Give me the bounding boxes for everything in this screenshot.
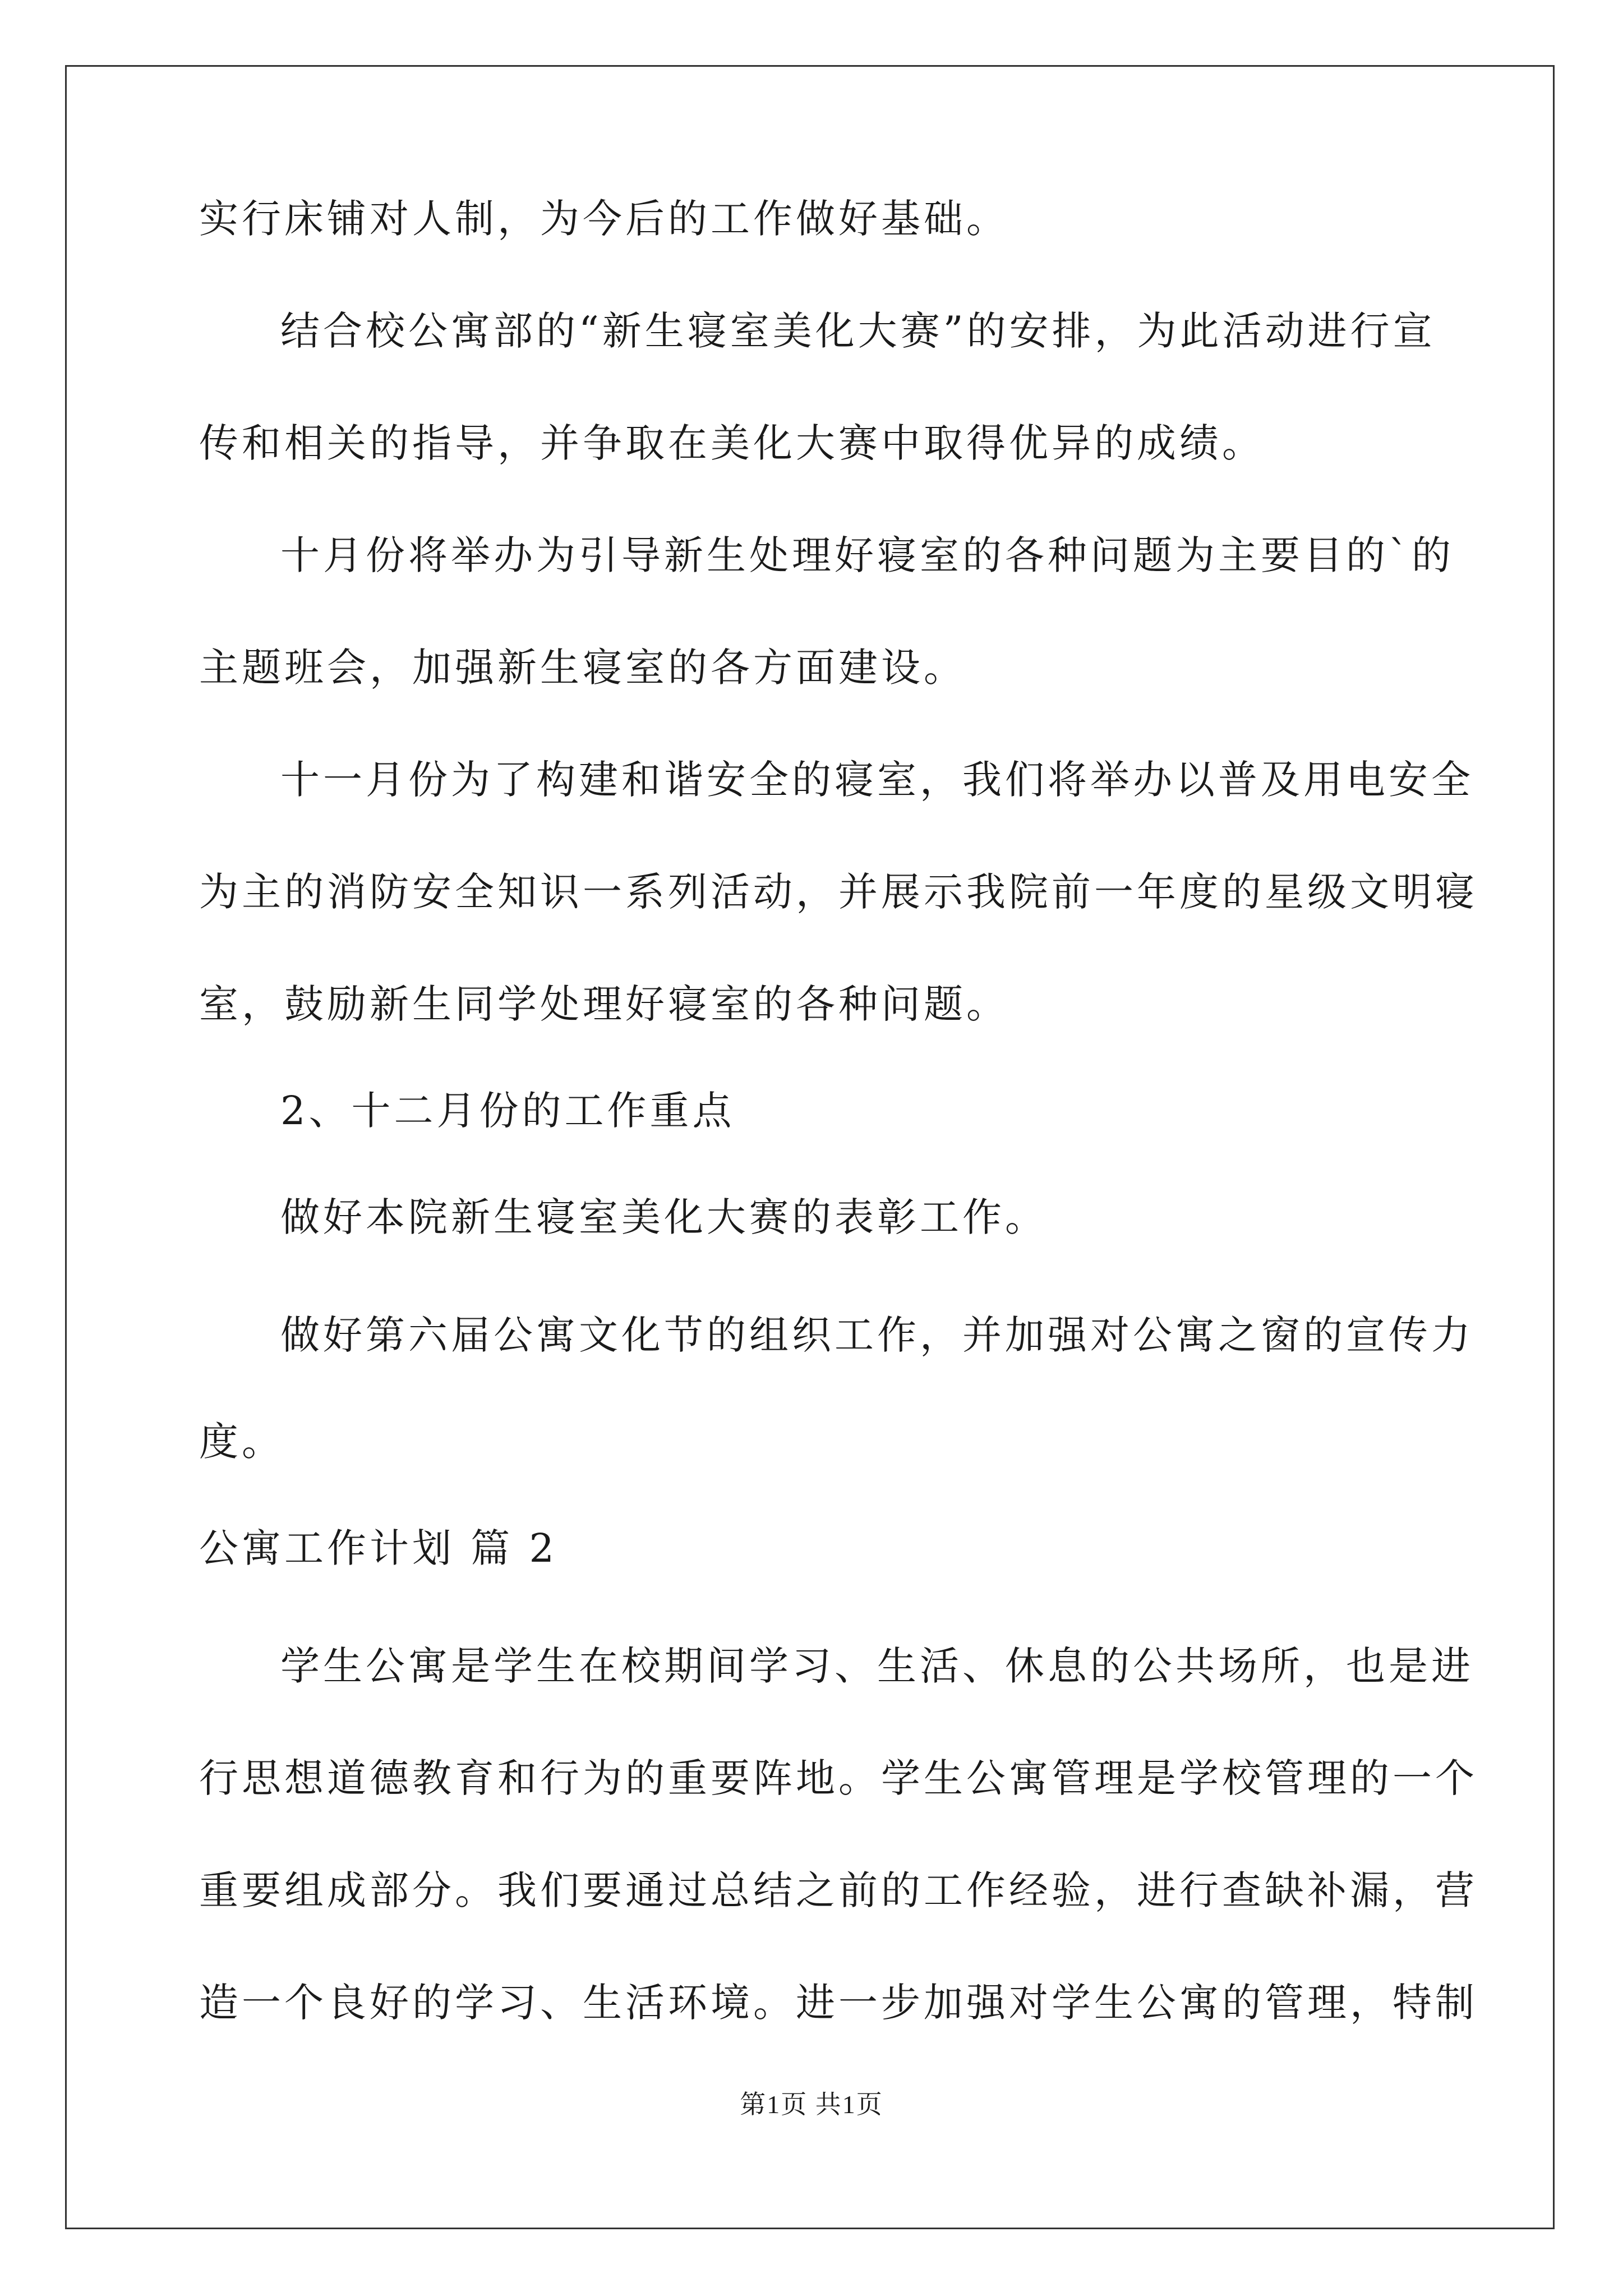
text-line: 主题班会，加强新生寝室的各方面建设。	[199, 645, 966, 691]
text-line: 实行床铺对人制，为今后的工作做好基础。	[199, 196, 1009, 242]
text-line: 造一个良好的学习、生活环境。进一步加强对学生公寓的管理，特制	[199, 1980, 1478, 2026]
text-line: 做好本院新生寝室美化大赛的表彰工作。	[280, 1194, 1048, 1240]
page-footer: 第1页 共1页	[740, 2090, 883, 2119]
text-line: 十月份将举办为引导新生处理好寝室的各种问题为主要目的`的	[280, 532, 1454, 578]
text-line: 学生公寓是学生在校期间学习、生活、休息的公共场所，也是进	[280, 1643, 1474, 1689]
text-line: 行思想道德教育和行为的重要阵地。学生公寓管理是学校管理的一个	[199, 1755, 1478, 1801]
section-subheading: 2、十二月份的工作重点	[280, 1088, 735, 1134]
text-line: 重要组成部分。我们要通过总结之前的工作经验，进行查缺补漏，营	[199, 1867, 1478, 1913]
text-line: 做好第六届公寓文化节的组织工作，并加强对公寓之窗的宣传力	[280, 1312, 1474, 1358]
article-heading: 公寓工作计划 篇 2	[199, 1525, 558, 1571]
text-line: 度。	[199, 1419, 284, 1465]
text-line: 室，鼓励新生同学处理好寝室的各种问题。	[199, 981, 1009, 1027]
text-line: 结合校公寓部的“新生寝室美化大赛”的安排，为此活动进行宣	[280, 308, 1436, 354]
text-line: 传和相关的指导，并争取在美化大赛中取得优异的成绩。	[199, 420, 1265, 466]
text-line: 为主的消防安全知识一系列活动，并展示我院前一年度的星级文明寝	[199, 869, 1478, 915]
text-line: 十一月份为了构建和谐安全的寝室，我们将举办以普及用电安全	[280, 757, 1474, 803]
